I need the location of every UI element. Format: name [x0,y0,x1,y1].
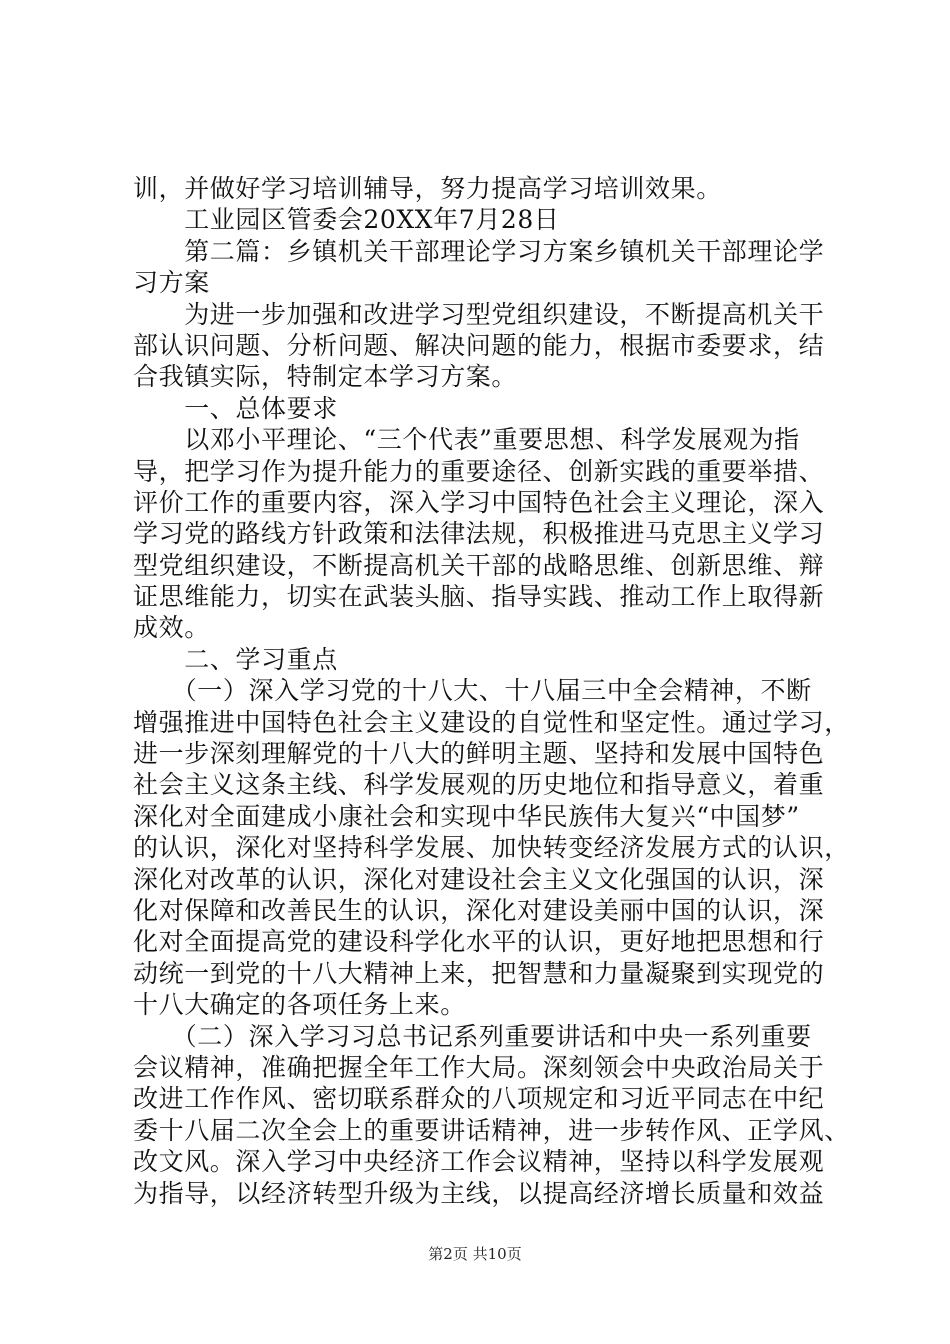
text-line: 评价工作的重要内容，深入学习中国特色社会主义理论，深入 [133,487,825,517]
text-line: 学习党的路线方针政策和法律法规，积极推进马克思主义学习 [133,519,825,549]
text-line: 为指导，以经济转型升级为主线，以提高经济增长质量和效益 [133,1178,825,1208]
text-line: 证思维能力，切实在武装头脑、指导实践、推动工作上取得新 [133,582,825,612]
text-line: 进一步深刻理解党的十八大的鲜明主题、坚持和发展中国特色 [133,739,825,769]
text-line: 改进工作作风、密切联系群众的八项规定和习近平同志在中纪 [133,1084,825,1114]
text-line: 改文风。深入学习中央经济工作会议精神，坚持以科学发展观 [133,1147,825,1177]
text-line: 社会主义这条主线、科学发展观的历史地位和指导意义，着重 [133,770,825,800]
section-heading: 习方案 [133,268,210,298]
text-line: 深化对全面建成小康社会和实现中华民族伟大复兴“中国梦” [133,801,800,831]
text-line: 导，把学习作为提升能力的重要途径、创新实践的重要举措、 [133,456,825,486]
text-line: 委十八届二次全会上的重要讲话精神，进一步转作风、正学风、 [133,1115,850,1145]
text-line: 以邓小平理论、“三个代表”重要思想、科学发展观为指 [133,425,800,455]
text-line: 工业园区管委会20XX年7月28日 [133,205,560,235]
section-heading: 一、总体要求 [133,393,338,423]
text-line: （一）深入学习党的十八大、十八届三中全会精神，不断 [133,676,812,706]
text-line: 化对保障和改善民生的认识，深化对建设美丽中国的认识，深 [133,895,825,925]
section-heading: 二、学习重点 [133,644,338,674]
text-line: 会议精神，准确把握全年工作大局。深刻领会中央政治局关于 [133,1052,825,1082]
text-line: 增强推进中国特色社会主义建设的自觉性和坚定性。通过学习， [133,707,850,737]
text-line: 十八大确定的各项任务上来。 [133,990,466,1020]
text-line: （二）深入学习习总书记系列重要讲话和中央一系列重要 [133,1021,812,1051]
page-number-footer: 第2页 共10页 [428,1245,522,1263]
text-line: 的认识，深化对坚持科学发展、加快转变经济发展方式的认识， [133,833,850,863]
document-body [133,173,850,1209]
text-line: 合我镇实际，特制定本学习方案。 [133,362,518,392]
text-line: 部认识问题、分析问题、解决问题的能力，根据市委要求，结 [133,330,825,360]
text-line: 型党组织建设，不断提高机关干部的战略思维、创新思维、辩 [133,550,825,580]
text-line: 化对全面提高党的建设科学化水平的认识，更好地把思想和行 [133,927,825,957]
text-line: 成效。 [133,613,210,643]
text-line: 为进一步加强和改进学习型党组织建设，不断提高机关干 [133,299,825,329]
text-line: 动统一到党的十八大精神上来，把智慧和力量凝聚到实现党的 [133,958,825,988]
text-line: 深化对改革的认识，深化对建设社会主义文化强国的认识，深 [133,864,825,894]
section-heading: 第二篇：乡镇机关干部理论学习方案乡镇机关干部理论学 [133,236,825,266]
text-line: 训，并做好学习培训辅导，努力提高学习培训效果。 [133,174,722,203]
